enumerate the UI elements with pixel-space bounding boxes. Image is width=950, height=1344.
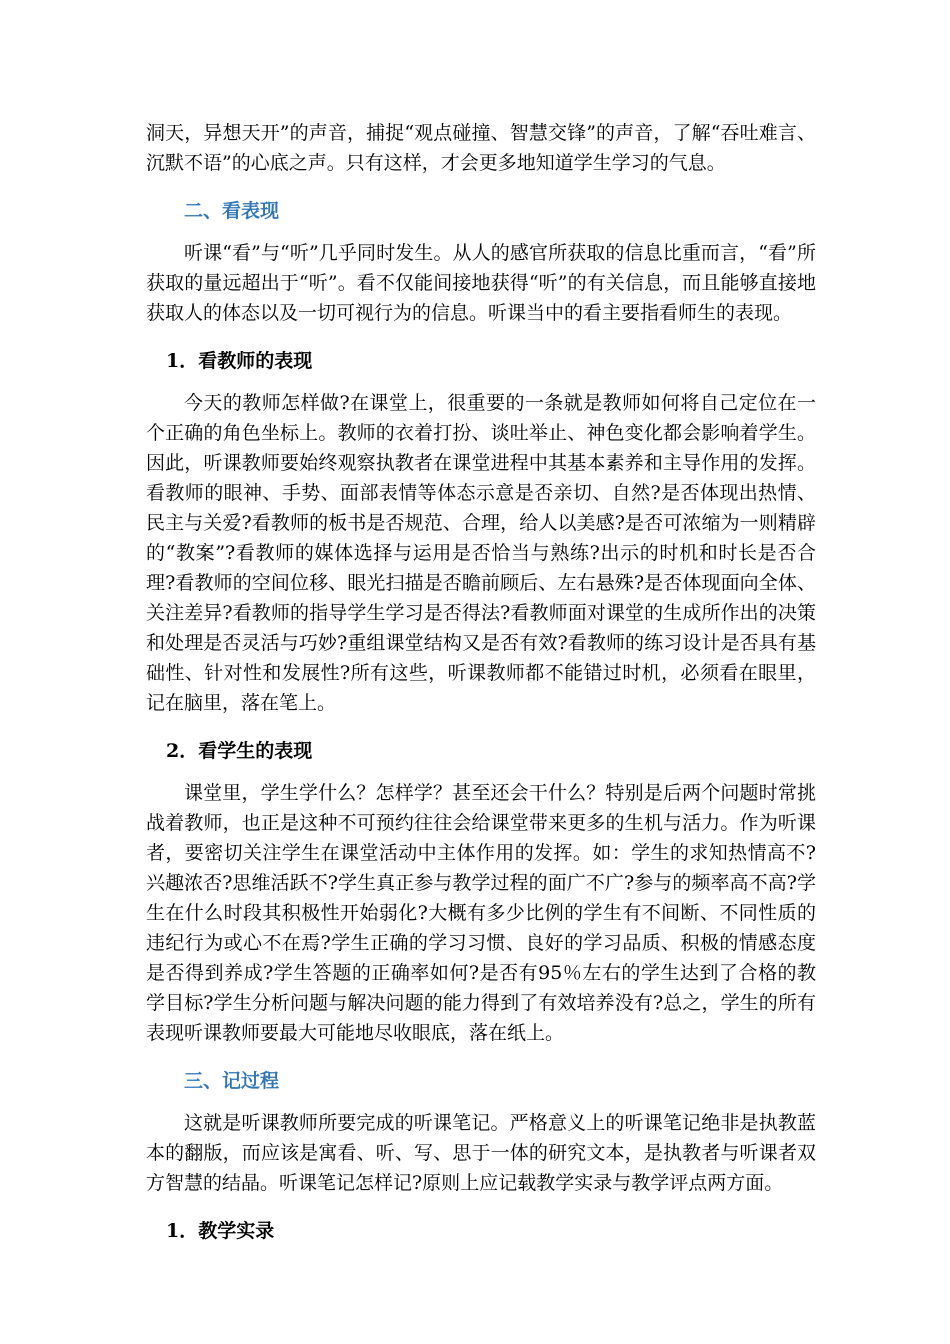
subheading-teacher: 1．看教师的表现: [166, 350, 313, 372]
section-heading-record: 三、记过程: [184, 1070, 280, 1092]
section-heading-look: 二、看表现: [184, 200, 280, 222]
teacher-paragraph: 今天的教师怎样做?在课堂上，很重要的一条就是教师如何将自己定位在一个正确的角色坐标上。教师的衣着打扮、谈吐举止、神色变化都会影响着学生。因此，听课教师要始终观察执教者在课堂进程中其基本素养和主导作用的发挥。看教师的眼神、手势、面部表情等体态示意是否亲切、自然?是否体现出热情、民主与关爱?看教师的板书是否规范、合理，给人以美感?是否可浓缩为一则精辟的“教案”?看教师的媒体选择与运用是否恰当与熟练?出示的时机和时长是否合理?看教师的空间位移、眼光扫描是否瞻前顾后、左右悬殊?是否体现面向全体、关注差异?看教师的指导学生学习是否得法?看教师面对课堂的生成所作出的决策和处理是否灵活与巧妙?重组课堂结构又是否有效?看教师的练习设计是否具有基础性、针对性和发展性?所有这些，听课教师都不能错过时机，必须看在眼里，记在脑里，落在笔上。: [146, 392, 816, 714]
subheading-teaching-record: 1．教学实录: [166, 1220, 275, 1242]
student-paragraph: 课堂里，学生学什么？怎样学？甚至还会干什么？特别是后两个问题时常挑战着教师，也正是这种不可预约往往会给课堂带来更多的生机与活力。作为听课者，要密切关注学生在课堂活动中主体作用的发挥。如：学生的求知热情高不?兴趣浓否?思维活跃不?学生真正参与教学过程的面广不广?参与的频率高不高?学生在什么时段其积极性开始弱化?大概有多少比例的学生有不间断、不同性质的违纪行为或心不在焉?学生正确的学习习惯、良好的学习品质、积极的情感态度是否得到养成?学生答题的正确率如何?是否有95％左右的学生达到了合格的教学目标?学生分析问题与解决问题的能力得到了有效培养没有?总之，学生的所有表现听课教师要最大可能地尽收眼底，落在纸上。: [146, 782, 816, 1044]
section-record-paragraph: 这就是听课教师所要完成的听课笔记。严格意义上的听课笔记绝非是执教蓝本的翻版，而应该是寓看、听、写、思于一体的研究文本，是执教者与听课者双方智慧的结晶。听课笔记怎样记?原则上应记载教学实录与教学评点两方面。: [146, 1112, 816, 1194]
intro-paragraph: 洞天，异想天开”的声音，捕捉“观点碰撞、智慧交锋”的声音，了解“吞吐难言、沉默不语”的心底之声。只有这样，才会更多地知道学生学习的气息。: [146, 122, 816, 174]
subheading-student: 2．看学生的表现: [166, 740, 313, 762]
section-look-paragraph: 听课“看”与“听”几乎同时发生。从人的感官所获取的信息比重而言，“看”所获取的量远超出于“听”。看不仅能间接地获得“听”的有关信息，而且能够直接地获取人的体态以及一切可视行为的信息。听课当中的看主要指看师生的表现。: [146, 242, 816, 324]
document-page: [146, 118, 816, 1246]
